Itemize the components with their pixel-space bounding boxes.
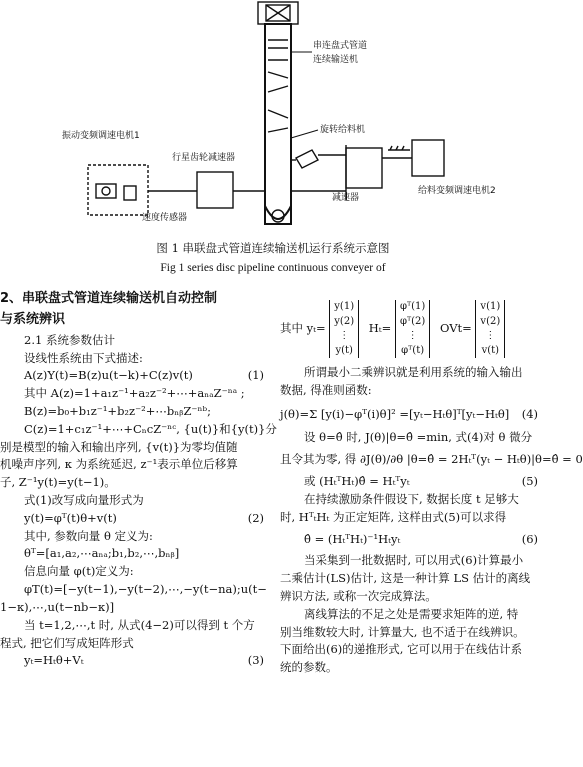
equation-number: (4) bbox=[521, 406, 538, 421]
equation-2: y(t)=φᵀ(t)θ+v(t) (2) bbox=[0, 510, 268, 528]
text-line: 二乘估计(LS)估计, 这是一种计算 LS 估计的离线 bbox=[280, 571, 531, 586]
text-line: θᵀ=[a₁,a₂,⋯aₙₐ;b₁,b₂,⋯,bₙᵦ] bbox=[24, 546, 180, 561]
text-line: 其中, 参数向量 θ 定义为: bbox=[24, 528, 153, 543]
planetary-reducer-box bbox=[197, 172, 233, 208]
text-line: 下面给出(6)的递推形式, 它可以用于在线估计系 bbox=[280, 642, 523, 657]
figure-caption-en: Fig 1 series disc pipeline continuous conveyer of bbox=[160, 262, 386, 274]
matrix-definitions: 其中 yₜ= y(1) y(2) ⋮ y(t) Hₜ= φᵀ(1) φᵀ(2) ⋮ φᵀ(t) OVt= v(1) v(2) ⋮ v(t) bbox=[280, 300, 542, 358]
label-planetary: 行星齿轮减速器 bbox=[172, 153, 236, 163]
label-rotary-feeder: 旋转给料机 bbox=[320, 125, 366, 135]
text-line: 所谓最小二乘辨识就是利用系统的输入输出 bbox=[304, 365, 523, 379]
h-matrix: φᵀ(1) φᵀ(2) ⋮ φᵀ(t) bbox=[395, 300, 430, 358]
subsection-title: 2.1 系统参数估计 bbox=[24, 332, 115, 347]
label-speed-sensor: 速度传感器 bbox=[142, 213, 188, 223]
equation-3: yₜ=Hₜθ+Vₜ (3) bbox=[0, 652, 268, 670]
text-line: 数据, 得准则函数: bbox=[280, 382, 372, 397]
feed-motor-box bbox=[412, 140, 444, 176]
text-line: φT(t)=[−y(t−1),−y(t−2),⋯,−y(t−na);u(t− bbox=[24, 582, 267, 597]
left-column bbox=[0, 290, 277, 670]
text-line: 子, Z⁻¹y(t)=y(t−1)。 bbox=[0, 475, 116, 490]
text-line: 机噪声序列, κ 为系统延迟, z⁻¹表示单位后移算 bbox=[0, 457, 238, 472]
text-line: 当采集到一批数据时, 可以用式(6)计算最小 bbox=[304, 553, 524, 568]
equation-number: (5) bbox=[521, 474, 538, 489]
system-schematic bbox=[0, 0, 546, 238]
text-line: 设 θ=θ̂ 时, J(θ)|θ=θ̂ =min, 式(4)对 θ 微分 bbox=[304, 430, 533, 445]
vib-motor-box bbox=[88, 165, 148, 215]
right-column bbox=[280, 290, 583, 677]
equation-4: j(θ)=Σ [y(i)−φᵀ(i)θ]² =[yₜ−Hₜθ]ᵀ[yₜ−Hₜθ] (4) bbox=[280, 406, 542, 424]
text-line: 在持续激励条件假设下, 数据长度 t 足够大 bbox=[304, 491, 519, 506]
rotary-feeder bbox=[296, 150, 318, 168]
label-reducer: 减速器 bbox=[332, 193, 360, 203]
text-line: 辨识方法, 或称一次完成算法。 bbox=[280, 588, 437, 603]
bottom-pulley bbox=[265, 206, 291, 219]
reducer-box bbox=[346, 148, 382, 188]
text-line: 设线性系统由下式描述: bbox=[24, 350, 143, 365]
equation-number: (1) bbox=[247, 368, 264, 383]
equation-5: 或 (HₜᵀHₜ)θ̂ = Hₜᵀyₜ (5) bbox=[280, 473, 542, 491]
text-line: 别当维数较大时, 计算量大, 也不适于在线辨识。 bbox=[280, 624, 525, 639]
text-line: 程式, 把它们写成矩阵形式 bbox=[0, 635, 134, 650]
v-vector: v(1) v(2) ⋮ v(t) bbox=[475, 300, 505, 358]
pipeline-discs bbox=[268, 40, 288, 132]
text-line: 别是模型的输入和输出序列, {v(t)}为零均值随 bbox=[0, 439, 238, 454]
text-line: 时, HᵀₜHₜ 为正定矩阵, 这样由式(5)可以求得 bbox=[280, 509, 507, 524]
text-line: B(z)=b₀+b₁z⁻¹+b₂z⁻²+⋯bₙᵦZ⁻ⁿᵇ; bbox=[24, 403, 211, 418]
text-line: 统的参数。 bbox=[280, 660, 338, 675]
equation-1: A(z)Y(t)=B(z)u(t−k)+C(z)v(t) (1) bbox=[0, 367, 268, 385]
text-line: 且令其为零, 得 ∂J(θ)/∂θ |θ=θ̂ = 2Hₜᵀ(yₜ − Hₜθ)|θ=θ̂ = 0 bbox=[280, 452, 583, 467]
text-line: 当 t=1,2,⋯,t 时, 从式(4−2)可以得到 t 个方 bbox=[24, 617, 255, 632]
section-title-cont: 与系统辨识 bbox=[0, 311, 66, 327]
figure-caption-cn: 图 1 串联盘式管道连续输送机运行系统示意图 bbox=[156, 241, 390, 255]
text-line: 1−κ),⋯,u(t−nb−κ)] bbox=[0, 599, 115, 614]
text-line: 式(1)改写成向量形式为 bbox=[24, 493, 144, 507]
equation-number: (2) bbox=[247, 510, 264, 525]
y-vector: y(1) y(2) ⋮ y(t) bbox=[329, 300, 359, 358]
label-vib-motor: 振动变频调速电机1 bbox=[62, 131, 140, 141]
equation-number: (3) bbox=[247, 653, 264, 668]
equation-6: θ̂ = (HₜᵀHₜ)⁻¹Hₜyₜ (6) bbox=[280, 531, 542, 549]
text-line: C(z)=1+c₁z⁻¹+⋯+CₙcZ⁻ⁿᶜ, {u(t)}和{y(t)}分 bbox=[24, 421, 277, 436]
section-title: 2、串联盘式管道连续输送机自动控制 bbox=[0, 291, 218, 306]
text-line: 离线算法的不足之处是需要求矩阵的逆, 特 bbox=[304, 606, 519, 621]
label-feed-motor: 给料变频调速电机2 bbox=[418, 186, 496, 196]
equation-number: (6) bbox=[521, 531, 538, 546]
label-conveyor: 串连盘式管道 连续输送机 bbox=[313, 41, 368, 65]
text-line: 信息向量 φ(t)定义为: bbox=[24, 564, 134, 579]
pipeline-tube bbox=[265, 24, 291, 224]
text-line: 其中 A(z)=1+a₁z⁻¹+a₂z⁻²+⋯+aₙₐZ⁻ⁿᵃ ; bbox=[24, 386, 245, 401]
